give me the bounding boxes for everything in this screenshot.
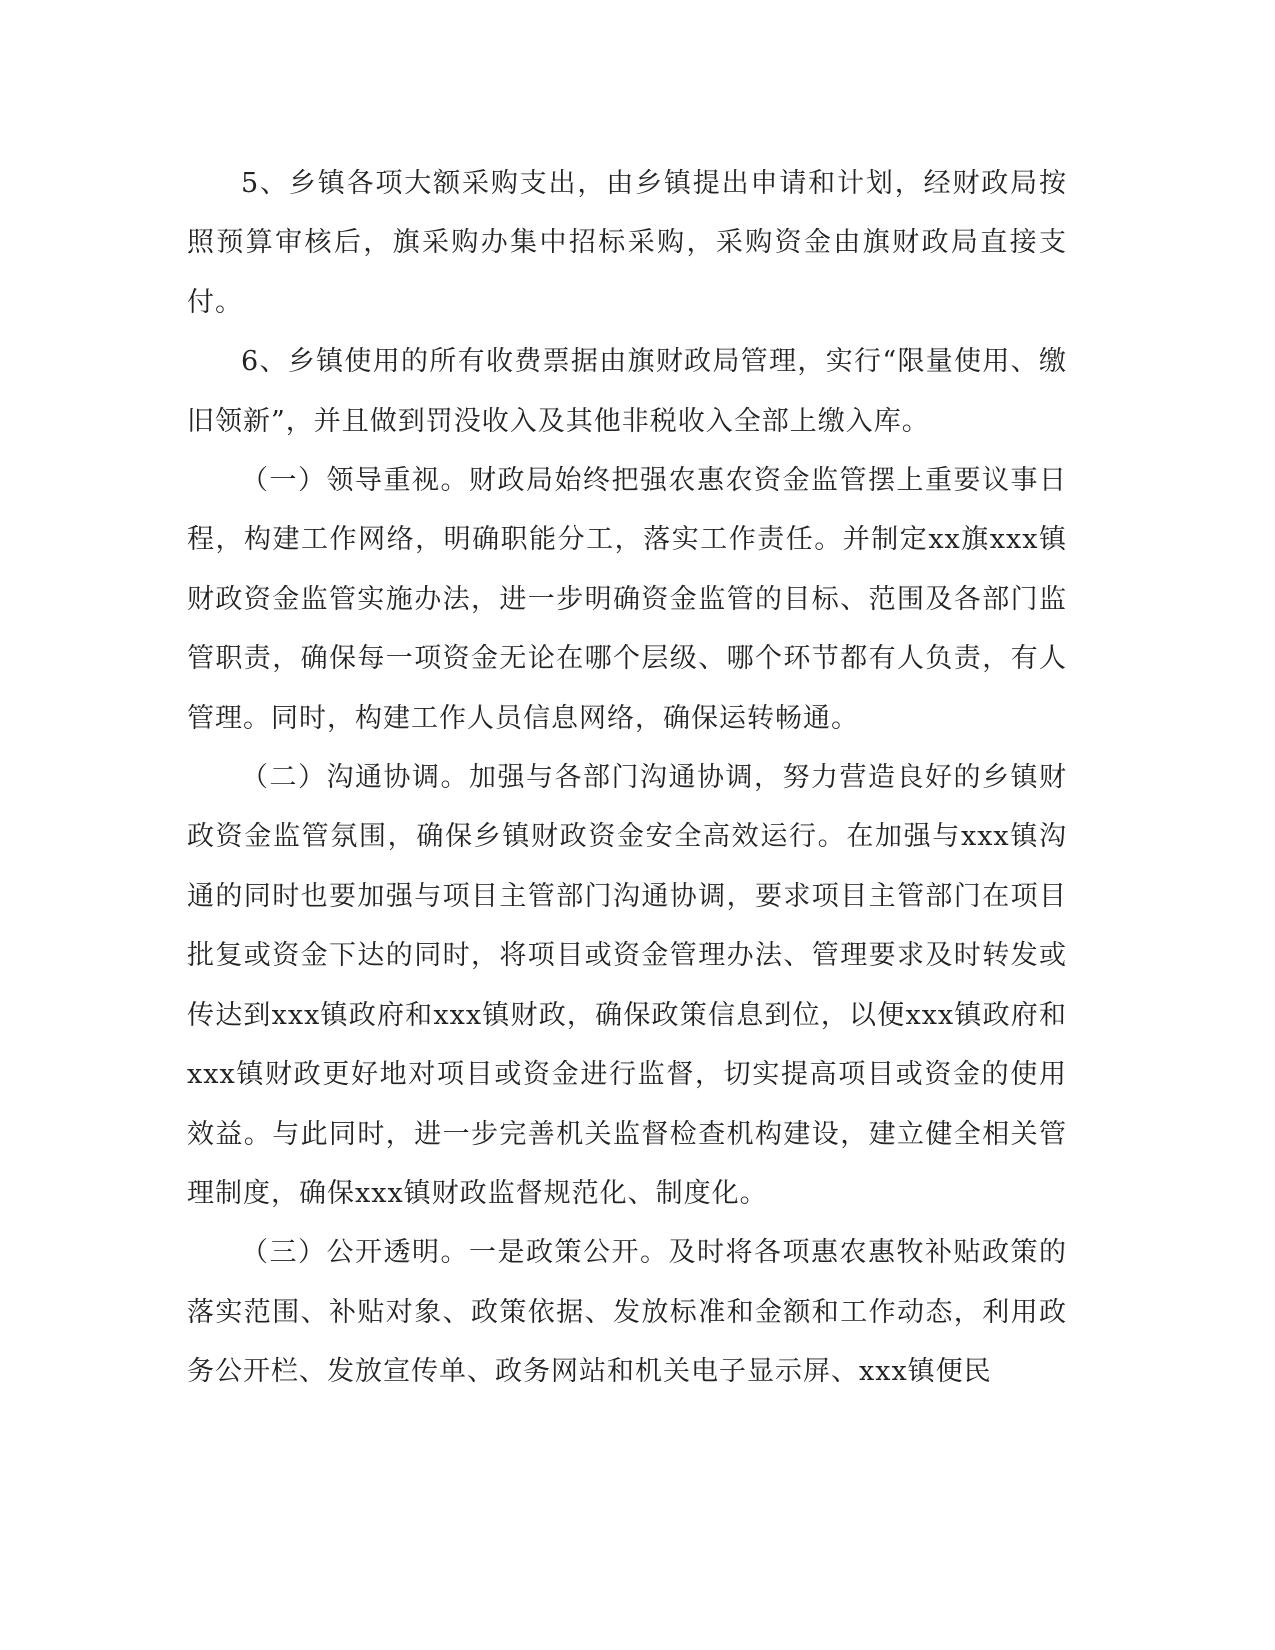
paragraph-leadership: （一）领导重视。财政局始终把强农惠农资金监管摆上重要议事日程，构建工作网络，明确职能分工，落实工作责任。并制定xx旗xxx镇财政资金监管实施办法，进一步明确资金监管的目标、范围及各部门监管职责，确保每一项资金无论在哪个层级、哪个环节都有人负责，有人管理。同时，构建工作人员信息网络，确保运转畅通。	[187, 465, 1067, 734]
paragraph-receipts: 6、乡镇使用的所有收费票据由旗财政局管理，实行“限量使用、缴旧领新”，并且做到罚没收入及其他非税收入全部上缴入库。	[187, 346, 1067, 437]
paragraph-transparency: （三）公开透明。一是政策公开。及时将各项惠农惠牧补贴政策的落实范围、补贴对象、政策依据、发放标准和金额和工作动态，利用政务公开栏、发放宣传单、政务网站和机关电子显示屏、xxx镇便民	[187, 1237, 1067, 1388]
paragraph-procurement: 5、乡镇各项大额采购支出，由乡镇提出申请和计划，经财政局按照预算审核后，旗采购办集中招标采购，采购资金由旗财政局直接支付。	[187, 168, 1067, 318]
document-body	[187, 154, 1067, 1402]
paragraph-coordination: （二）沟通协调。加强与各部门沟通协调，努力营造良好的乡镇财政资金监管氛围，确保乡镇财政资金安全高效运行。在加强与xxx镇沟通的同时也要加强与项目主管部门沟通协调，要求项目主管部门在项目批复或资金下达的同时，将项目或资金管理办法、管理要求及时转发或传达到xxx镇政府和xxx镇财政，确保政策信息到位，以便xxx镇政府和xxx镇财政更好地对项目或资金进行监督，切实提高项目或资金的使用效益。与此同时，进一步完善机关监督检查机构建设，建立健全相关管理制度，确保xxx镇财政监督规范化、制度化。	[187, 762, 1067, 1209]
